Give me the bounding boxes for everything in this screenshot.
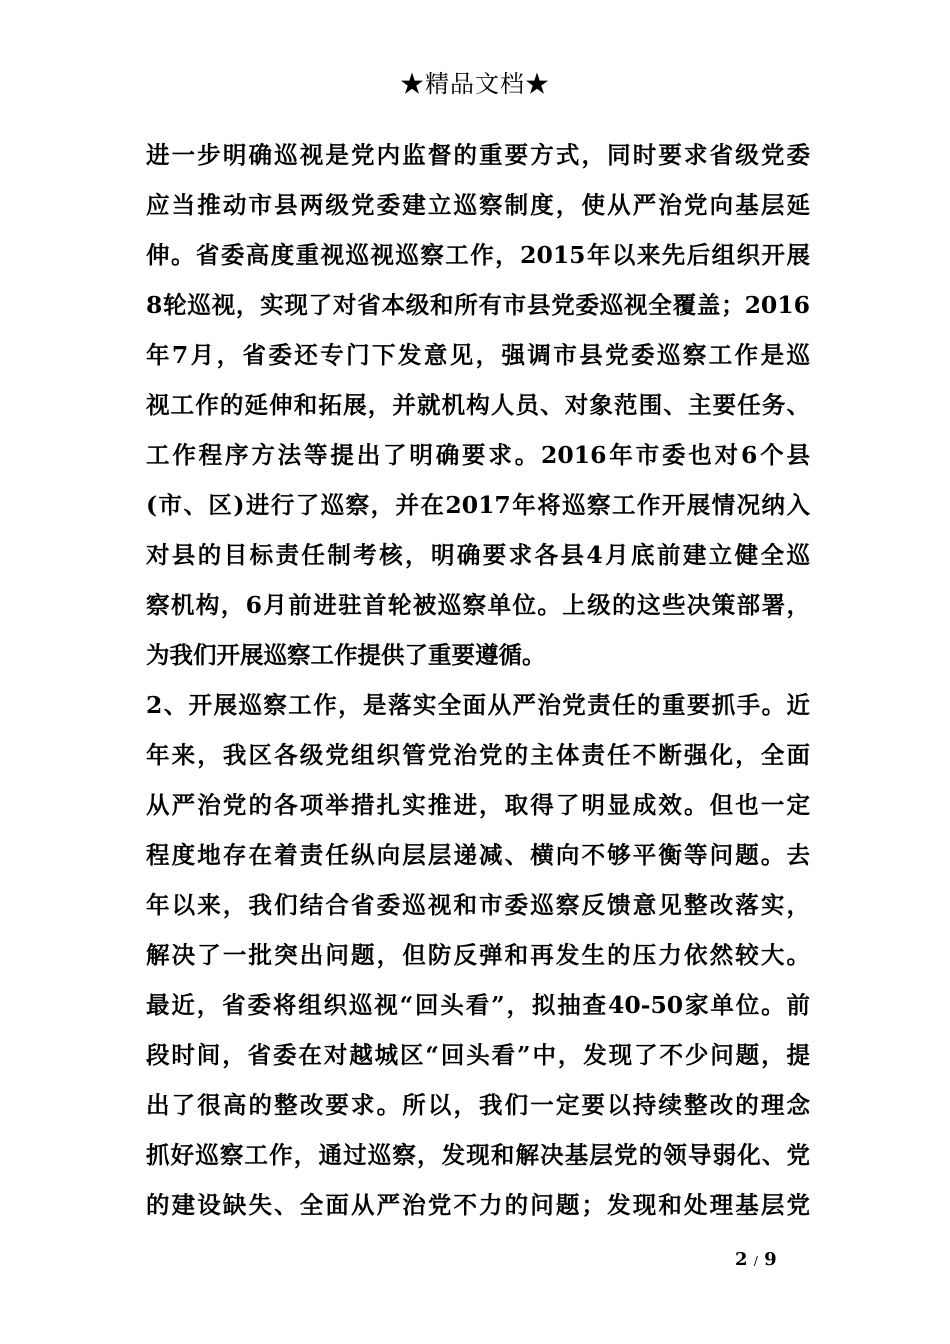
body-line: 最近，省委将组织巡视“回头看”，拟抽查40-50家单位。前 bbox=[146, 991, 810, 1019]
body-line: 出了很高的整改要求。所以，我们一定要以持续整改的理念 bbox=[146, 1091, 810, 1119]
body-line: 8轮巡视，实现了对省本级和所有市县党委巡视全覆盖；2016 bbox=[146, 291, 810, 319]
body-line: 程度地存在着责任纵向层层递减、横向不够平衡等问题。去 bbox=[146, 841, 810, 869]
page-number-separator: / bbox=[753, 1254, 758, 1268]
body-line: 应当推动市县两级党委建立巡察制度，使从严治党向基层延 bbox=[146, 191, 810, 219]
body-line: 工作程序方法等提出了明确要求。2016年市委也对6个县 bbox=[146, 441, 810, 469]
body-line: 2、开展巡察工作，是落实全面从严治党责任的重要抓手。近 bbox=[146, 691, 810, 719]
body-line: 从严治党的各项举措扎实推进，取得了明显成效。但也一定 bbox=[146, 791, 810, 819]
document-body bbox=[146, 130, 810, 1230]
body-line: 察机构，6月前进驻首轮被巡察单位。上级的这些决策部署， bbox=[146, 591, 810, 619]
page-header-title: ★精品文档★ bbox=[400, 70, 550, 98]
body-line: 解决了一批突出问题，但防反弹和再发生的压力依然较大。 bbox=[146, 941, 810, 969]
page-number-total: 9 bbox=[764, 1249, 777, 1270]
body-line: 段时间，省委在对越城区“回头看”中，发现了不少问题，提 bbox=[146, 1041, 810, 1069]
body-line: 进一步明确巡视是党内监督的重要方式，同时要求省级党委 bbox=[146, 141, 810, 169]
body-line: 伸。省委高度重视巡视巡察工作，2015年以来先后组织开展 bbox=[146, 241, 810, 269]
body-line: (市、区)进行了巡察，并在2017年将巡察工作开展情况纳入 bbox=[146, 491, 810, 519]
body-line: 抓好巡察工作，通过巡察，发现和解决基层党的领导弱化、党 bbox=[146, 1141, 810, 1169]
body-line: 年来，我区各级党组织管党治党的主体责任不断强化，全面 bbox=[146, 741, 810, 769]
body-line: 对县的目标责任制考核，明确要求各县4月底前建立健全巡 bbox=[146, 541, 810, 569]
body-line: 视工作的延伸和拓展，并就机构人员、对象范围、主要任务、 bbox=[146, 391, 810, 419]
body-line: 年7月，省委还专门下发意见，强调市县党委巡察工作是巡 bbox=[146, 341, 810, 369]
body-line: 的建设缺失、全面从严治党不力的问题；发现和处理基层党 bbox=[146, 1191, 810, 1219]
page-number-current: 2 bbox=[735, 1249, 748, 1270]
body-line: 为我们开展巡察工作提供了重要遵循。 bbox=[146, 641, 546, 669]
page-number bbox=[735, 1248, 777, 1273]
body-line: 年以来，我们结合省委巡视和市委巡察反馈意见整改落实， bbox=[146, 891, 810, 919]
